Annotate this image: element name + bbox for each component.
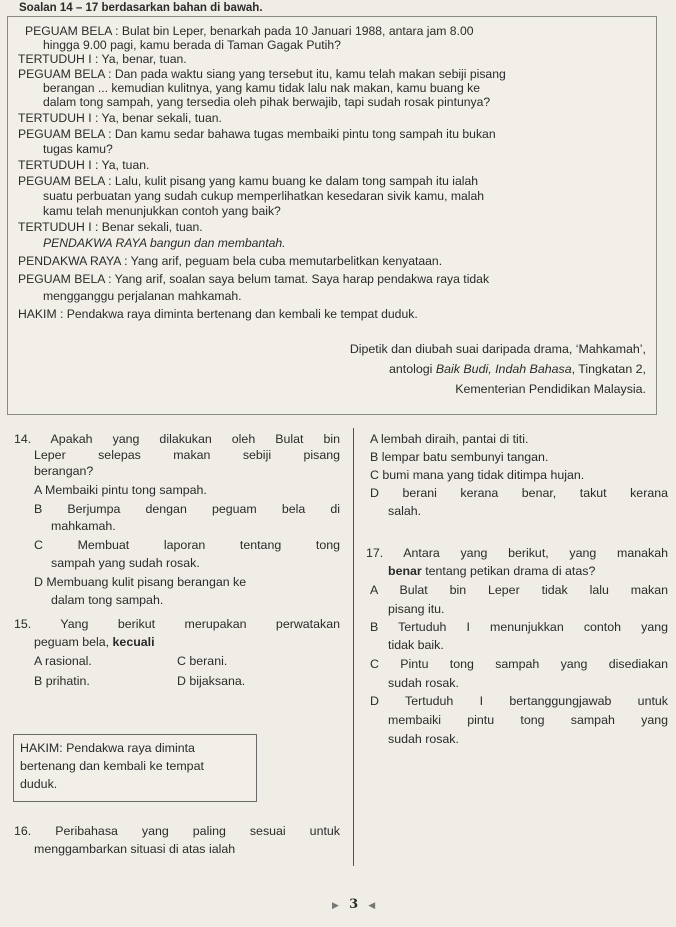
q15-stem — [34, 634, 155, 650]
passage-line: HAKIM : Pendakwa raya diminta bertenang dan kembali ke tempat duduk. — [18, 307, 418, 321]
column-divider — [353, 428, 354, 866]
q17-stem-text: tentang petikan drama di atas? — [421, 564, 596, 578]
q17-option-b: tidak baik. — [388, 638, 444, 652]
q17-option-a[interactable]: A Bulat bin Leper tidak lalu makan — [370, 583, 668, 597]
passage-line: PEGUAM BELA : Bulat bin Leper, benarkah pada 10 Januari 1988, antara jam 8.00 — [25, 24, 474, 38]
quote-line: bertenang dan kembali ke tempat — [20, 759, 204, 773]
passage-line: TERTUDUH I : Benar sekali, tuan. — [18, 220, 203, 234]
q14-option-d[interactable]: D Membuang kulit pisang berangan ke — [34, 575, 247, 589]
passage-line: PENDAKWA RAYA : Yang arif, peguam bela cuba memutarbelitkan kenyataan. — [18, 254, 443, 268]
q16-option-a[interactable]: A lembah diraih, pantai di titi. — [370, 432, 529, 446]
passage-line: TERTUDUH I : Ya, benar sekali, tuan. — [18, 111, 222, 125]
q17-option-a: pisang itu. — [388, 602, 445, 616]
q14-stem: 14. Apakah yang dilakukan oleh Bulat bin — [14, 432, 340, 446]
passage-line: kamu telah menunjukkan contoh yang baik? — [43, 204, 281, 218]
q14-option-a[interactable]: A Membaiki pintu tong sampah. — [34, 483, 207, 497]
q17-option-c[interactable]: C Pintu tong sampah yang disediakan — [370, 657, 668, 671]
passage-line: hingga 9.00 pagi, kamu berada di Taman Gagak Putih? — [43, 38, 341, 52]
q15-stem-text: peguam bela, kecuali — [34, 635, 155, 649]
q14-option-b[interactable]: B Berjumpa dengan peguam bela di — [34, 502, 340, 516]
q16-option-d: salah. — [388, 504, 422, 518]
q14-option-c[interactable]: C Membuat laporan tentang tong — [34, 538, 340, 552]
judge-quote-box — [13, 734, 257, 802]
page-number — [332, 897, 375, 912]
source-line: Dipetik dan diubah suai daripada drama, ‘Mahkamah’, — [349, 342, 646, 356]
passage-line: PEGUAM BELA : Dan pada waktu siang yang tersebut itu, kamu telah makan sebiji pisang — [18, 67, 506, 81]
passage-line: PEGUAM BELA : Lalu, kulit pisang yang kamu buang ke dalam tong sampah itu ialah — [18, 174, 479, 188]
q17-option-d[interactable]: D Tertuduh I bertanggungjawab untuk — [370, 694, 668, 708]
q17-option-d: sudah rosak. — [388, 732, 459, 746]
source-line: Kementerian Pendidikan Malaysia. — [455, 382, 646, 396]
q16-stem: menggambarkan situasi di atas ialah — [34, 842, 236, 856]
q15-stem: 15. Yang berikut merupakan perwatakan — [14, 617, 340, 631]
q14-stem: berangan? — [34, 464, 94, 478]
q16-stem: 16. Peribahasa yang paling sesuai untuk — [14, 824, 340, 838]
q14-option-c: sampah yang sudah rosak. — [51, 556, 200, 570]
q14-stem: Leper selepas makan sebiji pisang — [34, 448, 340, 462]
stage-direction: PENDAKWA RAYA bangun dan membantah. — [43, 236, 286, 250]
passage-line: tugas kamu? — [43, 142, 113, 156]
quote-line: HAKIM: Pendakwa raya diminta — [20, 741, 195, 755]
book-title: Baik Budi, Indah Bahasa — [435, 362, 572, 376]
section-heading: Soalan 14 – 17 berdasarkan bahan di bawah. — [19, 2, 263, 14]
q16-option-d[interactable]: D berani kerana benar, takut kerana — [370, 486, 668, 500]
passage-line: TERTUDUH I : Ya, tuan. — [18, 158, 150, 172]
q17-stem: 17. Antara yang berikut, yang manakah — [366, 546, 668, 560]
passage-line: PEGUAM BELA : Yang arif, soalan saya belum tamat. Saya harap pendakwa raya tidak — [18, 272, 490, 286]
q17-stem-emphasis: benar — [388, 564, 422, 578]
q16-option-c[interactable]: C bumi mana yang tidak ditimpa hujan. — [370, 468, 585, 482]
passage-line: suatu perbuatan yang sudah cukup memperlihatkan kesedaran sivik kamu, malah — [43, 189, 485, 203]
passage-line: mengganggu perjalanan mahkamah. — [43, 289, 242, 303]
q14-option-d: dalam tong sampah. — [51, 593, 164, 607]
quote-line: duduk. — [20, 777, 58, 791]
passage-line: PEGUAM BELA : Dan kamu sedar bahawa tugas membaiki pintu tong sampah itu bukan — [18, 127, 496, 141]
page-number-text: 3 — [349, 897, 359, 912]
q15-stem-emphasis: kecuali — [112, 635, 155, 649]
arrow-left-icon: ◀ — [368, 901, 376, 911]
passage-line: dalam tong sampah, yang tersedia oleh pihak berwajib, tapi sudah rosak pintunya? — [43, 95, 491, 109]
q17-stem — [388, 563, 595, 579]
q14-option-b: mahkamah. — [51, 519, 116, 533]
q17-option-c: sudah rosak. — [388, 676, 459, 690]
passage-line: berangan ... kemudian kulitnya, yang kamu tidak lalu nak makan, kamu buang ke — [43, 81, 480, 95]
q17-option-d: membaiki pintu tong sampah yang — [388, 713, 668, 727]
q15-option-b[interactable]: B prihatin. — [34, 674, 90, 688]
drama-excerpt-box — [7, 16, 657, 415]
passage-line: TERTUDUH I : Ya, benar, tuan. — [18, 52, 187, 66]
q17-option-b[interactable]: B Tertuduh I menunjukkan contoh yang — [370, 620, 668, 634]
q15-option-d[interactable]: D bijaksana. — [177, 674, 246, 688]
q16-option-b[interactable]: B lempar batu sembunyi tangan. — [370, 450, 549, 464]
q15-option-a[interactable]: A rasional. — [34, 654, 92, 668]
source-line: antologi Baik Budi, Indah Bahasa, Tingkatan 2, — [389, 362, 646, 376]
arrow-right-icon: ▶ — [332, 901, 339, 911]
q15-option-c[interactable]: C berani. — [177, 654, 228, 668]
